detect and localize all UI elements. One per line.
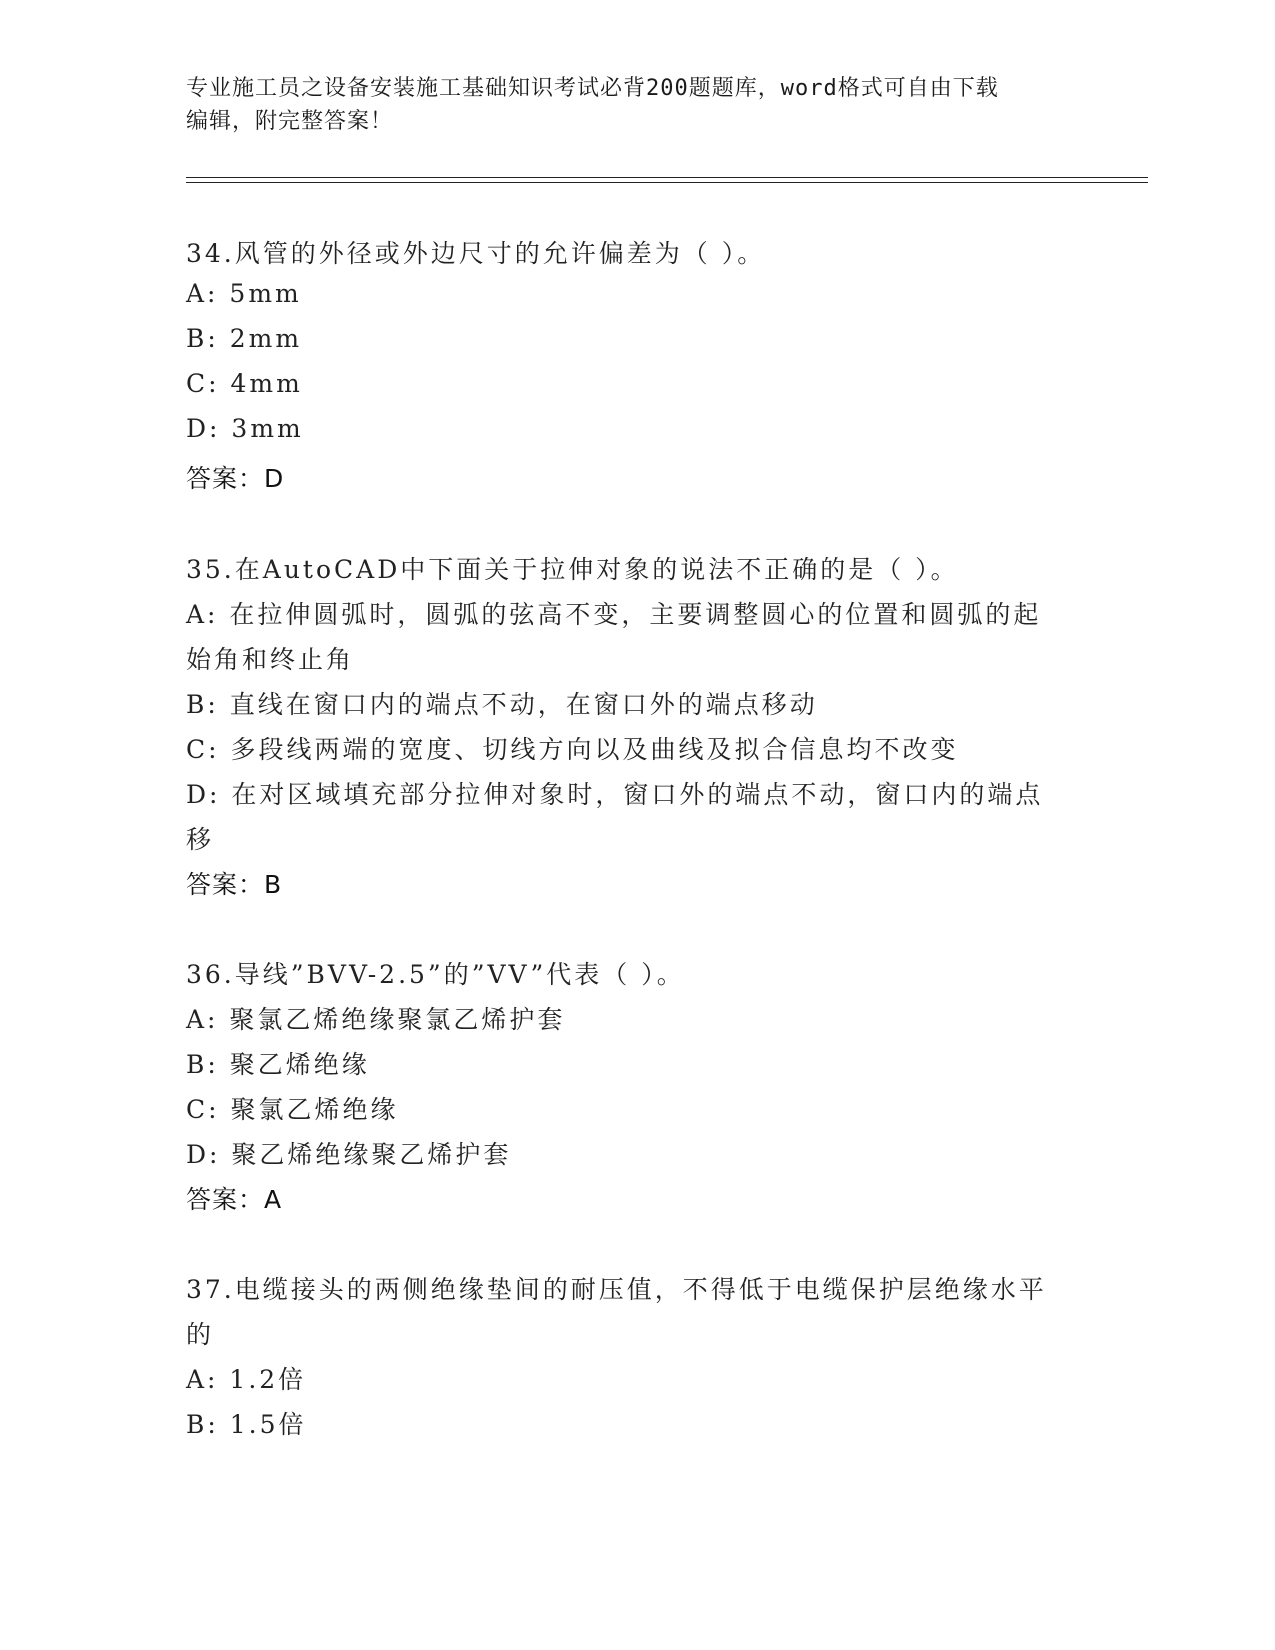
question-35-option-b: B: 直线在窗口内的端点不动，在窗口外的端点移动: [186, 690, 818, 719]
document-header: [186, 72, 1066, 138]
question-34-stem: 34.风管的外径或外边尺寸的允许偏差为（ ）。: [186, 239, 766, 268]
header-divider-top: [186, 177, 1148, 178]
question-35-stem: 35.在AutoCAD中下面关于拉伸对象的说法不正确的是（ ）。: [186, 555, 959, 584]
question-34-option-d: D: 3mm: [186, 414, 304, 443]
question-34-option-a: A: 5mm: [186, 279, 302, 308]
question-35-option-a-cont: 始角和终止角: [186, 645, 355, 674]
header-divider-bottom: [186, 182, 1148, 183]
header-line-1: 专业施工员之设备安装施工基础知识考试必背200题题库，word格式可自由下载: [186, 76, 999, 101]
question-37-option-b: B: 1.5倍: [186, 1410, 307, 1439]
question-34-option-b: B: 2mm: [186, 324, 303, 353]
question-37-stem-cont: 的: [186, 1320, 215, 1349]
question-35-answer: 答案：B: [186, 870, 283, 899]
question-36-option-b: B: 聚乙烯绝缘: [186, 1050, 370, 1079]
question-37-stem: 37.电缆接头的两侧绝缘垫间的耐压值，不得低于电缆保护层绝缘水平: [186, 1275, 1047, 1304]
question-36-option-c: C: 聚氯乙烯绝缘: [186, 1095, 399, 1124]
question-35-option-c: C: 多段线两端的宽度、切线方向以及曲线及拟合信息均不改变: [186, 735, 959, 764]
question-35-option-d: D: 在对区域填充部分拉伸对象时，窗口外的端点不动，窗口内的端点: [186, 780, 1044, 809]
question-36-option-a: A: 聚氯乙烯绝缘聚氯乙烯护套: [186, 1005, 566, 1034]
header-line-2: 编辑，附完整答案！: [186, 109, 394, 134]
question-35-option-a: A: 在拉伸圆弧时，圆弧的弦高不变，主要调整圆心的位置和圆弧的起: [186, 600, 1042, 629]
question-34-option-c: C: 4mm: [186, 369, 303, 398]
question-37-option-a: A: 1.2倍: [186, 1365, 307, 1394]
question-35-option-d-cont: 移: [186, 825, 215, 854]
question-34-answer: 答案：D: [186, 464, 285, 493]
question-36-stem: 36.导线”BVV-2.5”的”VV”代表（ ）。: [186, 960, 685, 989]
question-36-answer: 答案：A: [186, 1185, 283, 1214]
question-36-option-d: D: 聚乙烯绝缘聚乙烯护套: [186, 1140, 512, 1169]
